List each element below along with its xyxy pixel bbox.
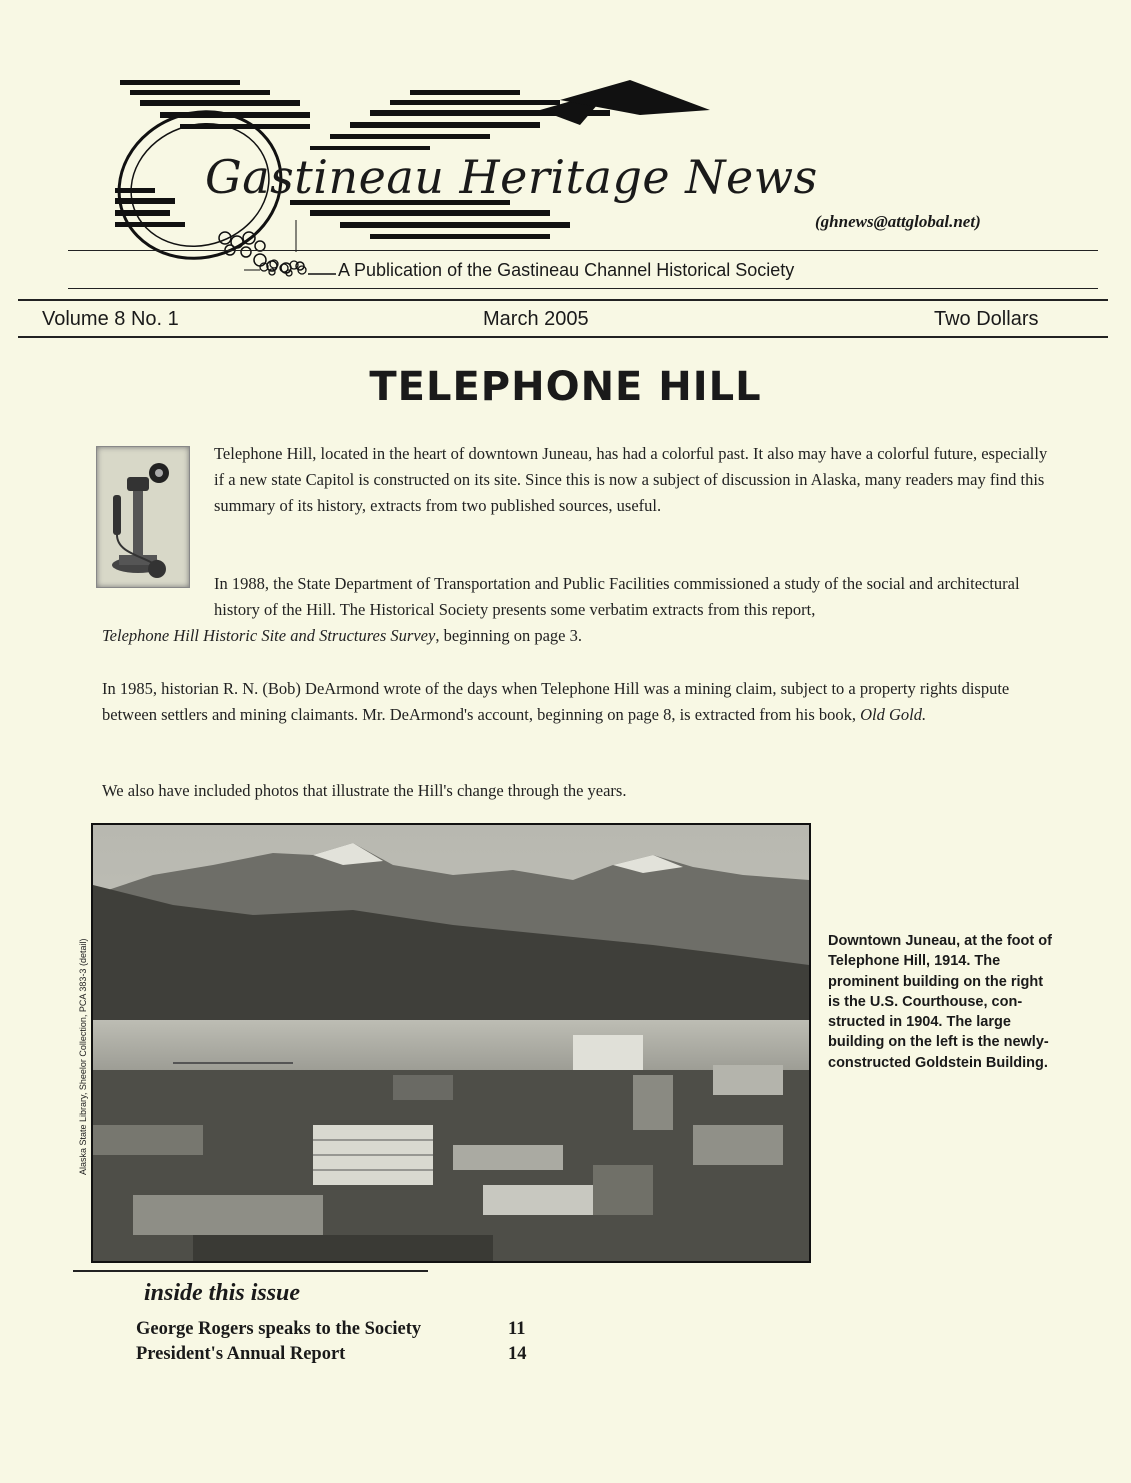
toc-item-label: George Rogers speaks to the Society <box>136 1319 422 1339</box>
issue-date: March 2005 <box>483 308 589 330</box>
contact-email[interactable]: (ghnews@attglobal.net) <box>815 212 981 231</box>
article-photos-note: We also have included photos that illustrate the Hill's change through the years. <box>102 781 627 800</box>
inside-this-issue-title: inside this issue <box>144 1280 301 1306</box>
paragraph-1985-text: In 1985, historian R. N. (Bob) DeArmond wrote of the days when Telephone Hill was a mining claim, subject to a property rights dispute between settlers and mining claimants. Mr. DeArmond's account, beginning on page 8, is extracted from his book, <box>102 679 1010 724</box>
book-title: Old Gold. <box>860 705 927 724</box>
tagline-rule <box>68 288 1098 289</box>
report-title: Telephone Hill Historic Site and Structures Survey <box>102 626 436 645</box>
issue-price: Two Dollars <box>934 308 1039 330</box>
toc-item-label: President's Annual Report <box>136 1344 346 1364</box>
photo-credit: Alaska State Library, Sheelor Collection, PCA 383-3 (detail) <box>78 938 88 1175</box>
toc-item[interactable] <box>136 1344 536 1365</box>
telephone-illustration <box>96 446 190 588</box>
issue-bottom-rule <box>18 336 1108 338</box>
nugget-ornament <box>244 258 336 280</box>
toc-item-page: 14 <box>508 1344 527 1364</box>
report-title-tail: , beginning on page 3. <box>435 626 582 645</box>
juneau-1914-photo <box>91 823 811 1263</box>
article-intro: Telephone Hill, located in the heart of downtown Juneau, has had a colorful past. It also may have a colorful future, especially if a new state Capitol is constructed on its site. Since this is now a subject of discussion in Alaska, many readers may find this summary of its history, extracts from two published sources, useful. <box>214 444 1048 515</box>
inside-rule <box>73 1270 428 1272</box>
issue-top-rule <box>18 299 1108 301</box>
masthead-rule <box>68 250 1098 251</box>
toc-item[interactable] <box>136 1319 536 1340</box>
paragraph-1988-continuation <box>102 623 1052 649</box>
article-paragraph-1985 <box>102 676 1054 728</box>
candlestick-telephone-icon <box>97 447 189 587</box>
photo-caption: Downtown Juneau, at the foot of Telephone Hill, 1914. The prominent building on the right is the U.S. Courthouse, con-structed in 1904. The large building on the left is the newly-constructed Goldstein Building. <box>828 933 1052 1071</box>
masthead-title: Gastineau Heritage News <box>205 150 818 204</box>
article-paragraph-1988 <box>214 571 1054 623</box>
issue-volume: Volume 8 No. 1 <box>42 308 179 330</box>
toc-item-page: 11 <box>508 1319 526 1339</box>
article-headline: TELEPHONE HILL <box>369 364 762 410</box>
photo-image <box>93 825 809 1261</box>
masthead-tagline: A Publication of the Gastineau Channel Historical Society <box>338 260 795 280</box>
paragraph-1988-text: In 1988, the State Department of Transportation and Public Facilities commissioned a study of the social and architectural history of the Hill. The Historical Society presents some verbatim extracts from this report, <box>214 574 1020 619</box>
